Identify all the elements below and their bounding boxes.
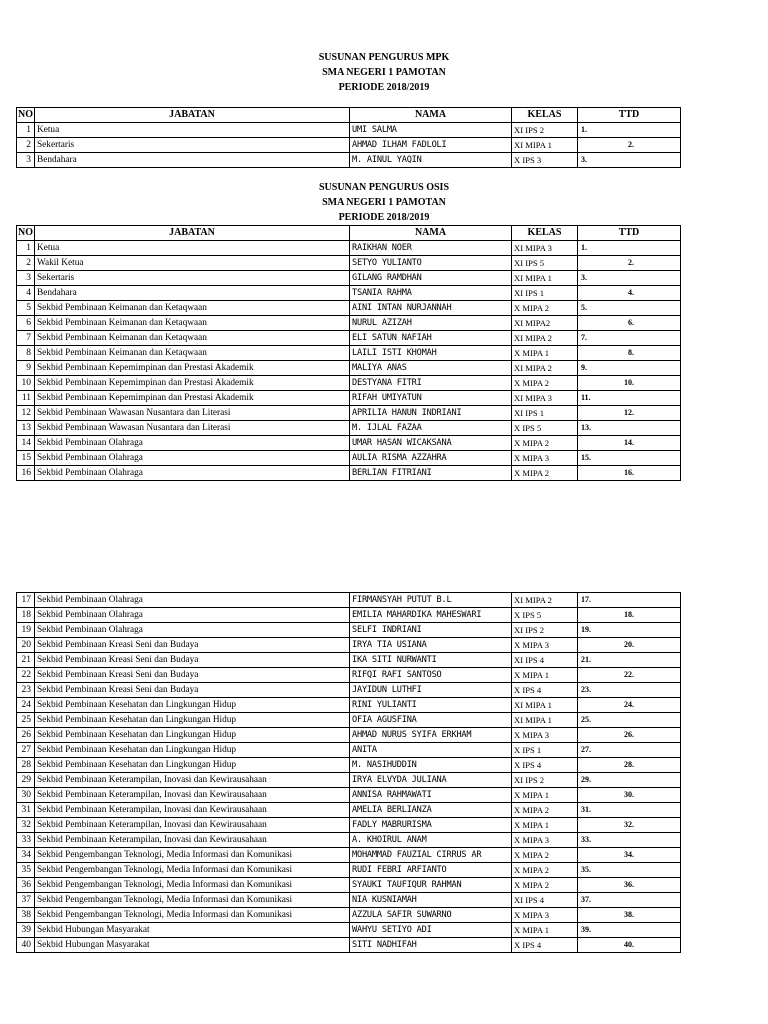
row-ttd: 30. — [578, 788, 681, 803]
row-jabatan: Sekbid Pembinaan Wawasan Nusantara dan Literasi — [35, 421, 350, 436]
row-no: 37 — [17, 893, 35, 908]
mpk-title — [0, 50, 768, 95]
row-ttd: 1. — [578, 123, 681, 138]
row-nama: SYAUKI TAUFIQUR RAHMAN — [350, 878, 512, 893]
table-row — [17, 623, 681, 638]
table-row — [17, 638, 681, 653]
table-row — [17, 833, 681, 848]
row-no: 23 — [17, 683, 35, 698]
row-jabatan: Sekbid Hubungan Masyarakat — [35, 938, 350, 953]
osis-title-line-1: SUSUNAN PENGURUS OSIS — [318, 182, 450, 193]
row-nama: IRYA TIA USIANA — [350, 638, 512, 653]
row-ttd: 1. — [578, 241, 681, 256]
row-no: 12 — [17, 406, 35, 421]
row-no: 31 — [17, 803, 35, 818]
row-nama: SETYO YULIANTO — [350, 256, 512, 271]
row-nama: RIFAH UMIYATUN — [350, 391, 512, 406]
row-kelas: XI MIPA 2 — [512, 361, 578, 376]
row-nama: ANITA — [350, 743, 512, 758]
row-no: 22 — [17, 668, 35, 683]
mpk-table-body — [17, 123, 681, 168]
row-ttd: 15. — [578, 451, 681, 466]
table-row — [17, 301, 681, 316]
row-kelas: X MIPA 2 — [512, 376, 578, 391]
row-no: 33 — [17, 833, 35, 848]
table-row — [17, 848, 681, 863]
osis-title — [0, 180, 768, 225]
row-nama: IRYA ELVYDA JULIANA — [350, 773, 512, 788]
row-jabatan: Sekbid Pengembangan Teknologi, Media Informasi dan Komunikasi — [35, 908, 350, 923]
row-ttd: 40. — [578, 938, 681, 953]
row-kelas: XI MIPA 3 — [512, 391, 578, 406]
table-row — [17, 331, 681, 346]
table-row — [17, 908, 681, 923]
table-row — [17, 743, 681, 758]
row-ttd: 23. — [578, 683, 681, 698]
header-nama: NAMA — [350, 226, 512, 241]
row-nama: RINI YULIANTI — [350, 698, 512, 713]
row-no: 21 — [17, 653, 35, 668]
row-jabatan: Sekbid Pembinaan Olahraga — [35, 436, 350, 451]
row-no: 9 — [17, 361, 35, 376]
row-kelas: XI IPS 1 — [512, 406, 578, 421]
row-kelas: X MIPA 2 — [512, 863, 578, 878]
mpk-title-line-3: PERIODE 2018/2019 — [338, 82, 430, 93]
table-row — [17, 271, 681, 286]
table-row — [17, 863, 681, 878]
row-nama: BERLIAN FITRIANI — [350, 466, 512, 481]
row-ttd: 32. — [578, 818, 681, 833]
row-kelas: XI IPS 5 — [512, 256, 578, 271]
row-ttd: 2. — [578, 138, 681, 153]
row-ttd: 5. — [578, 301, 681, 316]
row-no: 35 — [17, 863, 35, 878]
table-row — [17, 286, 681, 301]
row-no: 6 — [17, 316, 35, 331]
row-jabatan: Sekbid Pembinaan Kesehatan dan Lingkungan Hidup — [35, 698, 350, 713]
row-no: 16 — [17, 466, 35, 481]
row-ttd: 34. — [578, 848, 681, 863]
row-jabatan: Sekbid Pembinaan Keterampilan, Inovasi dan Kewirausahaan — [35, 773, 350, 788]
row-ttd: 17. — [578, 593, 681, 608]
row-no: 38 — [17, 908, 35, 923]
row-no: 11 — [17, 391, 35, 406]
row-kelas: X MIPA 3 — [512, 908, 578, 923]
row-no: 1 — [17, 241, 35, 256]
row-no: 24 — [17, 698, 35, 713]
table-row — [17, 316, 681, 331]
row-kelas: XI MIPA2 — [512, 316, 578, 331]
row-ttd: 36. — [578, 878, 681, 893]
row-jabatan: Sekbid Pembinaan Keimanan dan Ketaqwaan — [35, 301, 350, 316]
row-ttd: 35. — [578, 863, 681, 878]
row-no: 10 — [17, 376, 35, 391]
row-nama: FADLY MABRURISMA — [350, 818, 512, 833]
row-ttd: 13. — [578, 421, 681, 436]
row-nama: AHMAD ILHAM FADLOLI — [350, 138, 512, 153]
row-no: 32 — [17, 818, 35, 833]
table-row — [17, 728, 681, 743]
header-kelas: KELAS — [512, 108, 578, 123]
table-row — [17, 893, 681, 908]
row-ttd: 25. — [578, 713, 681, 728]
row-jabatan: Sekbid Pembinaan Kreasi Seni dan Budaya — [35, 683, 350, 698]
row-kelas: X MIPA 1 — [512, 668, 578, 683]
row-kelas: X MIPA 1 — [512, 818, 578, 833]
row-ttd: 27. — [578, 743, 681, 758]
row-kelas: XI IPS 2 — [512, 773, 578, 788]
table-row — [17, 803, 681, 818]
row-jabatan: Bendahara — [35, 153, 350, 168]
row-jabatan: Sekbid Pembinaan Kreasi Seni dan Budaya — [35, 638, 350, 653]
row-no: 1 — [17, 123, 35, 138]
row-kelas: X IPS 5 — [512, 608, 578, 623]
row-kelas: XI IPS 1 — [512, 286, 578, 301]
row-kelas: X MIPA 2 — [512, 436, 578, 451]
row-no: 17 — [17, 593, 35, 608]
row-jabatan: Sekbid Pembinaan Keterampilan, Inovasi dan Kewirausahaan — [35, 803, 350, 818]
row-ttd: 37. — [578, 893, 681, 908]
row-ttd: 10. — [578, 376, 681, 391]
row-no: 39 — [17, 923, 35, 938]
table-row — [17, 123, 681, 138]
row-no: 19 — [17, 623, 35, 638]
table-row — [17, 466, 681, 481]
row-jabatan: Sekbid Pembinaan Keimanan dan Ketaqwaan — [35, 331, 350, 346]
row-ttd: 28. — [578, 758, 681, 773]
row-jabatan: Sekbid Pengembangan Teknologi, Media Informasi dan Komunikasi — [35, 878, 350, 893]
row-kelas: XI IPS 4 — [512, 893, 578, 908]
row-nama: RAIKHAN NOER — [350, 241, 512, 256]
row-nama: M. IJLAL FAZAA — [350, 421, 512, 436]
row-no: 29 — [17, 773, 35, 788]
row-nama: AHMAD NURUS SYIFA ERKHAM — [350, 728, 512, 743]
row-nama: NURUL AZIZAH — [350, 316, 512, 331]
table-row — [17, 818, 681, 833]
row-kelas: XI IPS 4 — [512, 653, 578, 668]
row-kelas: X IPS 4 — [512, 683, 578, 698]
table-row — [17, 773, 681, 788]
row-no: 15 — [17, 451, 35, 466]
row-kelas: X MIPA 1 — [512, 788, 578, 803]
row-no: 28 — [17, 758, 35, 773]
row-jabatan: Sekbid Pembinaan Keterampilan, Inovasi dan Kewirausahaan — [35, 818, 350, 833]
row-jabatan: Sekbid Pembinaan Keterampilan, Inovasi dan Kewirausahaan — [35, 833, 350, 848]
table-row — [17, 653, 681, 668]
row-kelas: X MIPA 1 — [512, 346, 578, 361]
row-nama: ELI SATUN NAFIAH — [350, 331, 512, 346]
table-row — [17, 593, 681, 608]
row-jabatan: Sekbid Pembinaan Kepemimpinan dan Prestasi Akademik — [35, 376, 350, 391]
row-ttd: 16. — [578, 466, 681, 481]
table-row — [17, 256, 681, 271]
osis-continued-table-body — [17, 593, 681, 953]
row-jabatan: Sekbid Pembinaan Olahraga — [35, 608, 350, 623]
row-nama: OFIA AGUSFINA — [350, 713, 512, 728]
row-nama: AINI INTAN NURJANNAH — [350, 301, 512, 316]
row-kelas: X IPS 5 — [512, 421, 578, 436]
row-ttd: 21. — [578, 653, 681, 668]
row-kelas: XI MIPA 1 — [512, 271, 578, 286]
row-nama: TSANIA RAHMA — [350, 286, 512, 301]
row-nama: A. KHOIRUL ANAM — [350, 833, 512, 848]
row-ttd: 33. — [578, 833, 681, 848]
row-kelas: X MIPA 1 — [512, 923, 578, 938]
row-jabatan: Sekbid Pembinaan Olahraga — [35, 451, 350, 466]
table-row — [17, 421, 681, 436]
row-jabatan: Sekbid Pembinaan Wawasan Nusantara dan Literasi — [35, 406, 350, 421]
row-kelas: XI MIPA 2 — [512, 331, 578, 346]
row-kelas: X IPS 3 — [512, 153, 578, 168]
mpk-title-line-1: SUSUNAN PENGURUS MPK — [318, 52, 450, 63]
row-kelas: XI MIPA 2 — [512, 593, 578, 608]
row-no: 5 — [17, 301, 35, 316]
row-no: 18 — [17, 608, 35, 623]
row-ttd: 19. — [578, 623, 681, 638]
row-jabatan: Sekertaris — [35, 271, 350, 286]
header-ttd: TTD — [578, 108, 681, 123]
row-no: 8 — [17, 346, 35, 361]
table-row — [17, 241, 681, 256]
row-kelas: X MIPA 2 — [512, 466, 578, 481]
row-nama: AMELIA BERLIANZA — [350, 803, 512, 818]
row-jabatan: Sekbid Pembinaan Keterampilan, Inovasi dan Kewirausahaan — [35, 788, 350, 803]
row-no: 40 — [17, 938, 35, 953]
row-nama: UMAR HASAN WICAKSANA — [350, 436, 512, 451]
row-jabatan: Sekbid Pembinaan Kreasi Seni dan Budaya — [35, 653, 350, 668]
table-row — [17, 391, 681, 406]
row-kelas: XI MIPA 1 — [512, 698, 578, 713]
table-row — [17, 346, 681, 361]
row-jabatan: Sekbid Pembinaan Olahraga — [35, 593, 350, 608]
row-jabatan: Wakil Ketua — [35, 256, 350, 271]
row-kelas: X MIPA 2 — [512, 301, 578, 316]
row-kelas: XI MIPA 3 — [512, 241, 578, 256]
row-nama: M. AINUL YAQIN — [350, 153, 512, 168]
row-ttd: 29. — [578, 773, 681, 788]
row-nama: APRILIA HANUN INDRIANI — [350, 406, 512, 421]
row-nama: NIA KUSNIAMAH — [350, 893, 512, 908]
row-ttd: 3. — [578, 153, 681, 168]
row-nama: RUDI FEBRI ARFIANTO — [350, 863, 512, 878]
row-ttd: 18. — [578, 608, 681, 623]
row-nama: DESTYANA FITRI — [350, 376, 512, 391]
row-nama: MALIYA ANAS — [350, 361, 512, 376]
row-kelas: XI IPS 2 — [512, 623, 578, 638]
row-jabatan: Sekbid Pengembangan Teknologi, Media Informasi dan Komunikasi — [35, 863, 350, 878]
osis-continued-table — [16, 592, 681, 953]
row-ttd: 14. — [578, 436, 681, 451]
row-no: 26 — [17, 728, 35, 743]
row-jabatan: Ketua — [35, 241, 350, 256]
row-kelas: X MIPA 3 — [512, 833, 578, 848]
row-ttd: 39. — [578, 923, 681, 938]
table-row — [17, 608, 681, 623]
table-row — [17, 436, 681, 451]
row-ttd: 20. — [578, 638, 681, 653]
row-kelas: X IPS 1 — [512, 743, 578, 758]
row-ttd: 7. — [578, 331, 681, 346]
row-ttd: 4. — [578, 286, 681, 301]
row-no: 3 — [17, 271, 35, 286]
row-jabatan: Sekbid Pembinaan Kepemimpinan dan Prestasi Akademik — [35, 361, 350, 376]
table-row — [17, 923, 681, 938]
row-kelas: X MIPA 2 — [512, 803, 578, 818]
table-row — [17, 878, 681, 893]
row-ttd: 26. — [578, 728, 681, 743]
row-no: 2 — [17, 256, 35, 271]
table-row — [17, 138, 681, 153]
row-kelas: XI IPS 2 — [512, 123, 578, 138]
row-no: 7 — [17, 331, 35, 346]
row-no: 20 — [17, 638, 35, 653]
row-kelas: X IPS 4 — [512, 758, 578, 773]
row-nama: UMI SALMA — [350, 123, 512, 138]
row-ttd: 2. — [578, 256, 681, 271]
row-no: 30 — [17, 788, 35, 803]
row-no: 4 — [17, 286, 35, 301]
header-jabatan: JABATAN — [35, 226, 350, 241]
mpk-header-row — [17, 108, 681, 123]
table-row — [17, 788, 681, 803]
row-no: 13 — [17, 421, 35, 436]
row-no: 2 — [17, 138, 35, 153]
osis-table — [16, 225, 681, 481]
row-kelas: X MIPA 2 — [512, 878, 578, 893]
row-no: 3 — [17, 153, 35, 168]
row-kelas: XI MIPA 1 — [512, 138, 578, 153]
table-row — [17, 376, 681, 391]
row-jabatan: Sekbid Pengembangan Teknologi, Media Informasi dan Komunikasi — [35, 893, 350, 908]
row-kelas: XI MIPA 1 — [512, 713, 578, 728]
row-ttd: 31. — [578, 803, 681, 818]
row-nama: RIFQI RAFI SANTOSO — [350, 668, 512, 683]
row-no: 14 — [17, 436, 35, 451]
header-no: NO — [17, 108, 35, 123]
header-kelas: KELAS — [512, 226, 578, 241]
table-row — [17, 451, 681, 466]
row-jabatan: Sekbid Pembinaan Kesehatan dan Lingkungan Hidup — [35, 758, 350, 773]
row-no: 27 — [17, 743, 35, 758]
osis-header-row — [17, 226, 681, 241]
row-jabatan: Sekbid Pembinaan Kesehatan dan Lingkungan Hidup — [35, 728, 350, 743]
header-no: NO — [17, 226, 35, 241]
row-jabatan: Sekbid Pembinaan Olahraga — [35, 623, 350, 638]
row-no: 25 — [17, 713, 35, 728]
row-no: 34 — [17, 848, 35, 863]
header-jabatan: JABATAN — [35, 108, 350, 123]
row-ttd: 6. — [578, 316, 681, 331]
row-nama: IKA SITI NURWANTI — [350, 653, 512, 668]
osis-title-line-3: PERIODE 2018/2019 — [338, 212, 430, 223]
row-jabatan: Sekbid Pembinaan Keimanan dan Ketaqwaan — [35, 346, 350, 361]
row-jabatan: Sekbid Hubungan Masyarakat — [35, 923, 350, 938]
row-nama: EMILIA MAHARDIKA MAHESWARI — [350, 608, 512, 623]
table-row — [17, 683, 681, 698]
row-ttd: 22. — [578, 668, 681, 683]
row-ttd: 24. — [578, 698, 681, 713]
header-ttd: TTD — [578, 226, 681, 241]
row-nama: SELFI INDRIANI — [350, 623, 512, 638]
row-nama: WAHYU SETIYO ADI — [350, 923, 512, 938]
row-nama: GILANG RAMDHAN — [350, 271, 512, 286]
row-jabatan: Sekbid Pembinaan Kepemimpinan dan Prestasi Akademik — [35, 391, 350, 406]
row-kelas: X MIPA 3 — [512, 451, 578, 466]
row-jabatan: Sekbid Pembinaan Kesehatan dan Lingkungan Hidup — [35, 713, 350, 728]
row-ttd: 9. — [578, 361, 681, 376]
row-ttd: 8. — [578, 346, 681, 361]
row-ttd: 38. — [578, 908, 681, 923]
row-nama: AULIA RISMA AZZAHRA — [350, 451, 512, 466]
row-nama: JAYIDUN LUTHFI — [350, 683, 512, 698]
mpk-table — [16, 107, 681, 168]
row-nama: LAILI ISTI KHOMAH — [350, 346, 512, 361]
row-jabatan: Sekbid Pembinaan Kesehatan dan Lingkungan Hidup — [35, 743, 350, 758]
osis-title-line-2: SMA NEGERI 1 PAMOTAN — [322, 197, 446, 208]
row-no: 36 — [17, 878, 35, 893]
table-row — [17, 361, 681, 376]
osis-table-body — [17, 241, 681, 481]
row-nama: AZZULA SAFIR SUWARNO — [350, 908, 512, 923]
row-nama: MOHAMMAD FAUZIAL CIRRUS AR — [350, 848, 512, 863]
table-row — [17, 668, 681, 683]
row-kelas: X IPS 4 — [512, 938, 578, 953]
table-row — [17, 938, 681, 953]
row-jabatan: Sekbid Pembinaan Kreasi Seni dan Budaya — [35, 668, 350, 683]
row-kelas: X MIPA 3 — [512, 638, 578, 653]
row-jabatan: Bendahara — [35, 286, 350, 301]
row-nama: SITI NADHIFAH — [350, 938, 512, 953]
row-jabatan: Sekbid Pembinaan Keimanan dan Ketaqwaan — [35, 316, 350, 331]
table-row — [17, 153, 681, 168]
header-nama: NAMA — [350, 108, 512, 123]
row-nama: M. NASIHUDDIN — [350, 758, 512, 773]
row-ttd: 11. — [578, 391, 681, 406]
row-kelas: X MIPA 3 — [512, 728, 578, 743]
row-nama: FIRMANSYAH PUTUT B.L — [350, 593, 512, 608]
row-ttd: 12. — [578, 406, 681, 421]
table-row — [17, 698, 681, 713]
row-ttd: 3. — [578, 271, 681, 286]
row-jabatan: Ketua — [35, 123, 350, 138]
table-row — [17, 758, 681, 773]
row-nama: ANNISA RAHMAWATI — [350, 788, 512, 803]
row-kelas: X MIPA 2 — [512, 848, 578, 863]
row-jabatan: Sekbid Pembinaan Olahraga — [35, 466, 350, 481]
row-jabatan: Sekertaris — [35, 138, 350, 153]
table-row — [17, 406, 681, 421]
table-row — [17, 713, 681, 728]
mpk-title-line-2: SMA NEGERI 1 PAMOTAN — [322, 67, 446, 78]
row-jabatan: Sekbid Pengembangan Teknologi, Media Informasi dan Komunikasi — [35, 848, 350, 863]
